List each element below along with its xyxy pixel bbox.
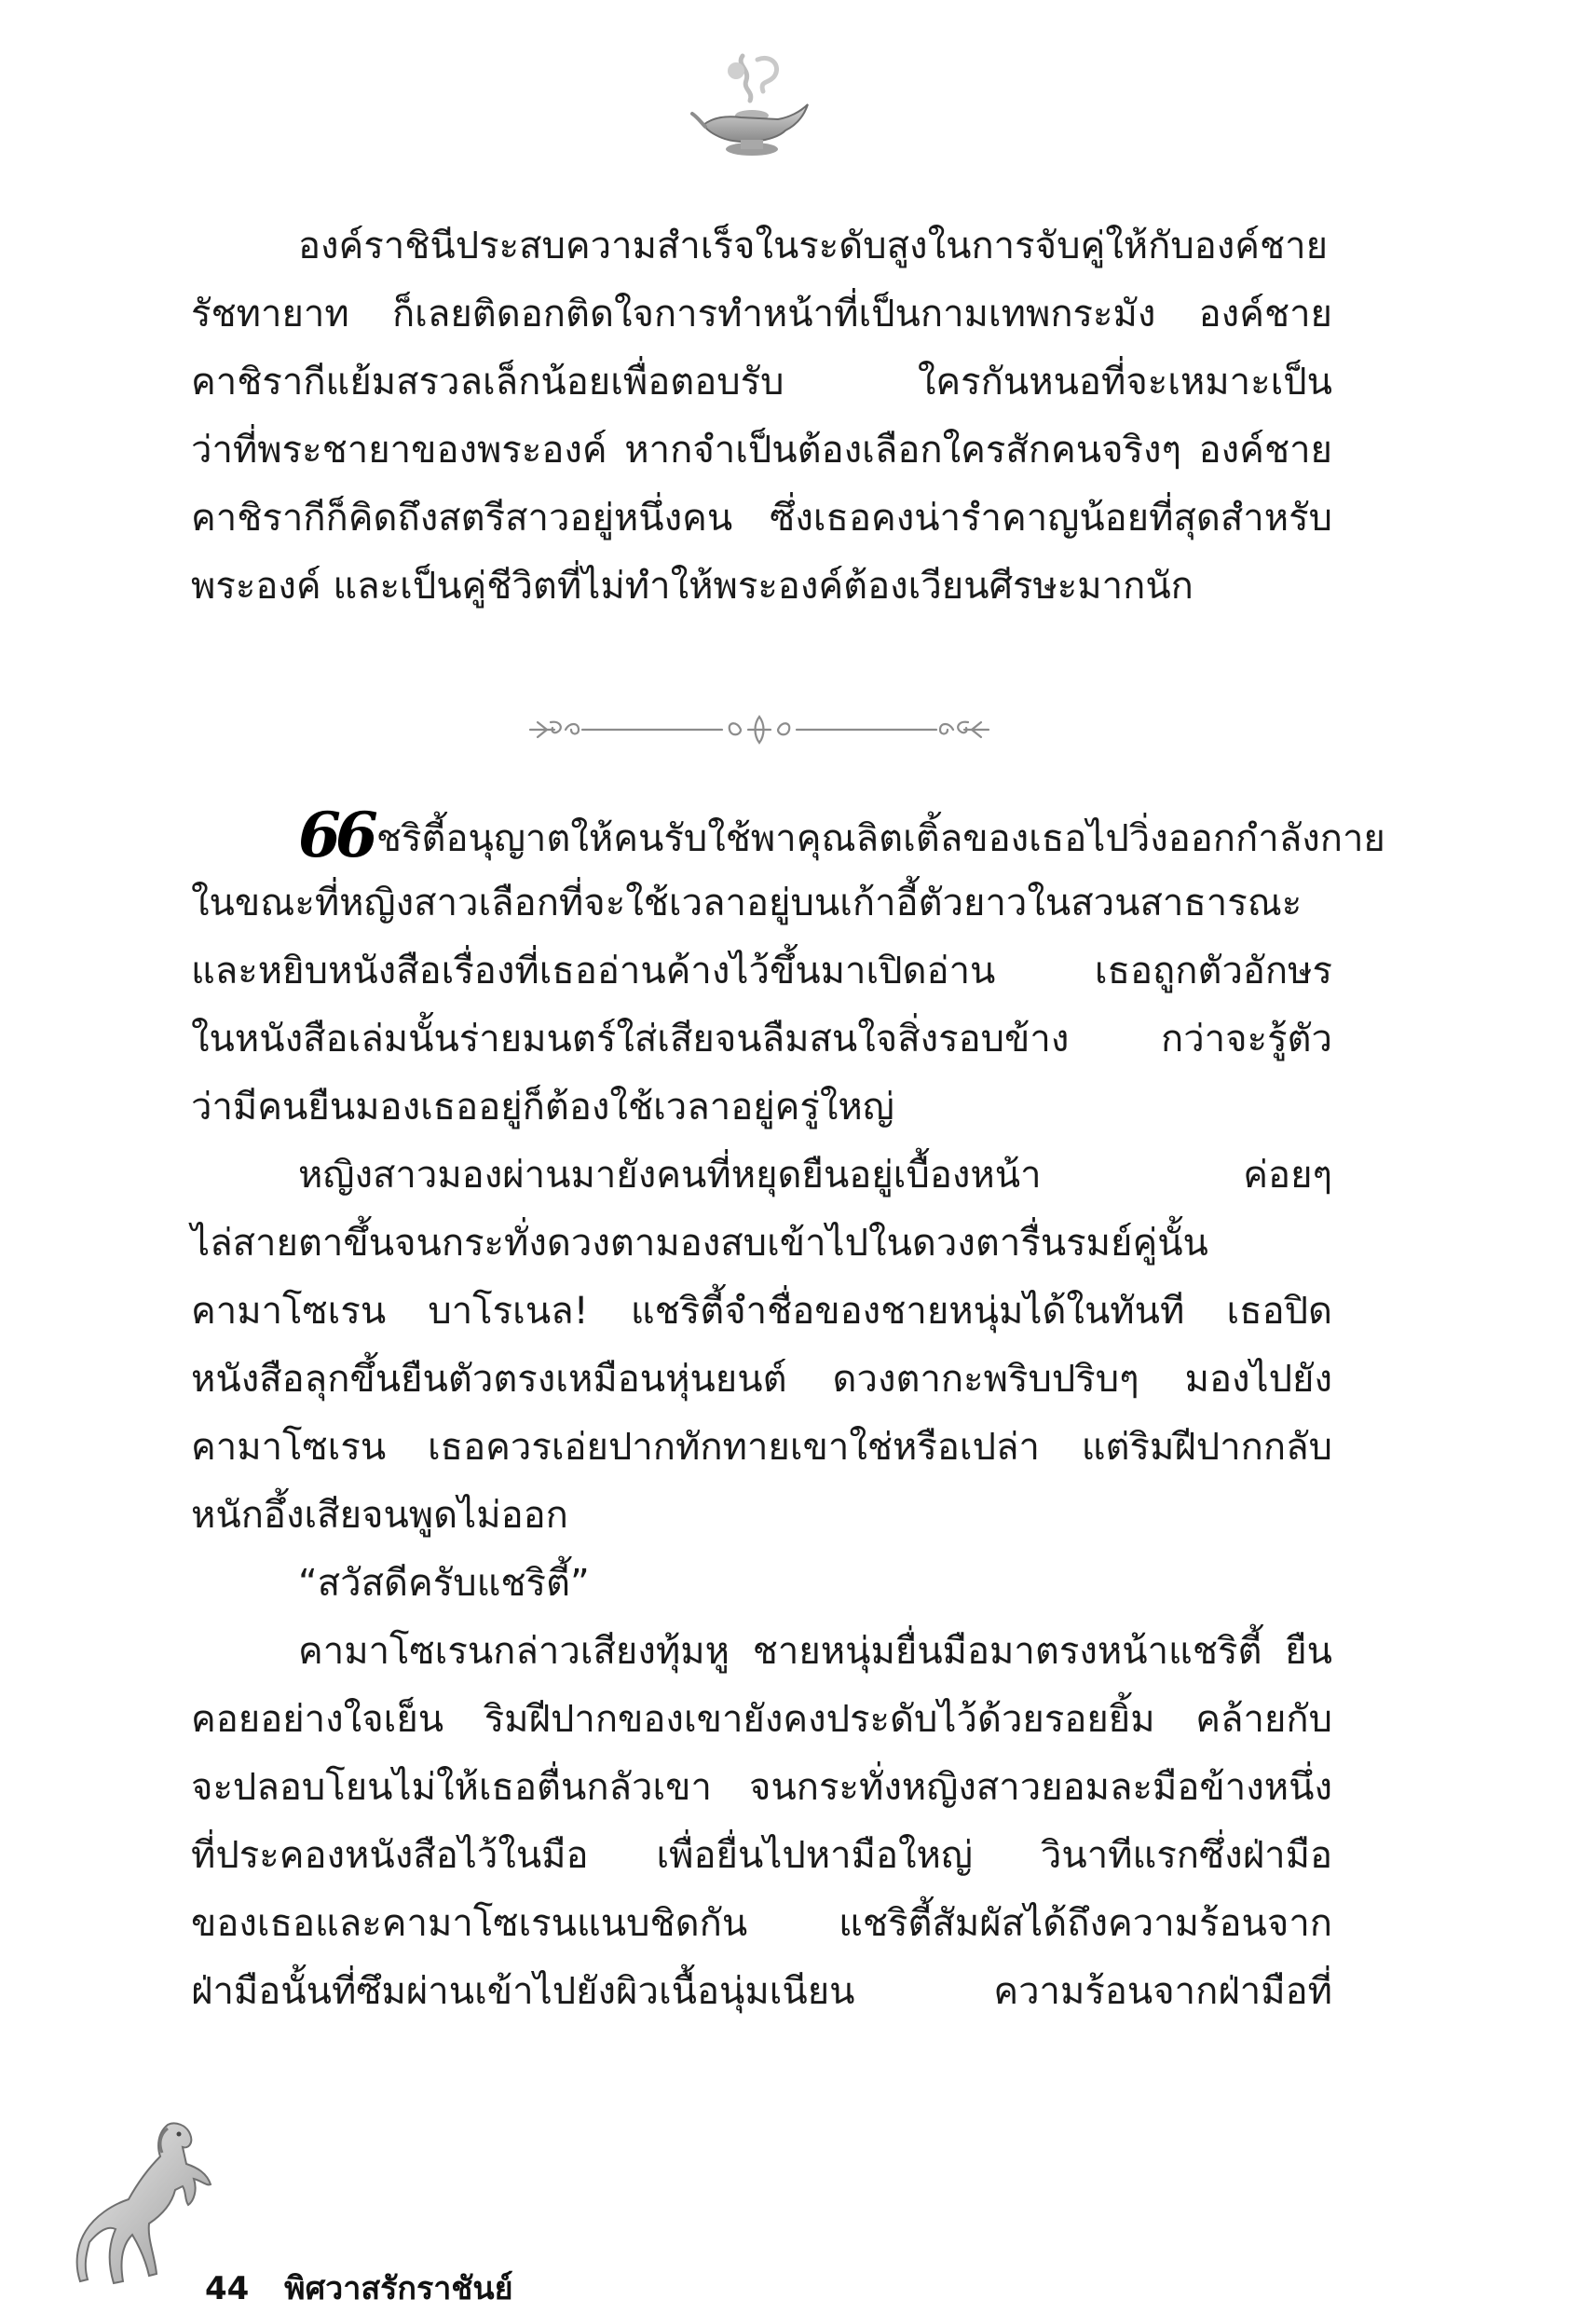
paragraph-block-1 bbox=[191, 212, 1332, 621]
text-line: ชริตี้อนุญาตให้คนรับใช้พาคุณลิตเติ้ลของเธอไปวิ่งออกกำลังกาย bbox=[375, 817, 1385, 860]
text-line: ฝ่ามือนั้นที่ซึมผ่านเข้าไปยังผิวเนื้อนุ่มเนียน ความร้อนจากฝ่ามือที่ bbox=[191, 1970, 1332, 2013]
text-line: และหยิบหนังสือเรื่องที่เธออ่านค้างไว้ขึ้นมาเปิดอ่าน เธอถูกตัวอักษร bbox=[191, 950, 1332, 992]
text-line: พระองค์ และเป็นคู่ชีวิตที่ไม่ทำให้พระองค์ต้องเวียนศีรษะมากนัก bbox=[191, 565, 1194, 608]
text-line: คามาโซเรนกล่าวเสียงทุ้มหู ชายหนุ่มยื่นมือมาตรงหน้าแชริตี้ ยืน bbox=[298, 1630, 1332, 1673]
text-line: ว่าที่พระชายาของพระองค์ หากจำเป็นต้องเลือกใครสักคนจริงๆ องค์ชาย bbox=[191, 429, 1332, 472]
text-line: ของเธอและคามาโซเรนแนบชิดกัน แชริตี้สัมผัสได้ถึงความร้อนจาก bbox=[191, 1902, 1332, 1945]
text-line: หนังสือลุกขึ้นยืนตัวตรงเหมือนหุ่นยนต์ ดวงตากะพริบปริบๆ มองไปยัง bbox=[191, 1358, 1332, 1401]
text-line: ในหนังสือเล่มนั้นร่ายมนตร์ใส่เสียจนลืมสนใจสิ่งรอบข้าง กว่าจะรู้ตัว bbox=[191, 1018, 1332, 1061]
text-line: คามาโซเรน เธอควรเอ่ยปากทักทายเขาใช่หรือเปล่า แต่ริมฝีปากกลับ bbox=[191, 1426, 1332, 1469]
rearing-horse-icon bbox=[71, 2115, 220, 2292]
text-line: คาชิรากีก็คิดถึงสตรีสาวอยู่หนึ่งคน ซึ่งเธอคงน่ารำคาญน้อยที่สุดสำหรับ bbox=[191, 497, 1332, 540]
text-line-with-quote bbox=[191, 799, 1385, 871]
text-line: จะปลอบโยนไม่ให้เธอตื่นกลัวเขา จนกระทั่งหญิงสาวยอมละมือข้างหนึ่ง bbox=[191, 1766, 1332, 1809]
book-title: พิศวาสรักราชันย์ bbox=[284, 2270, 513, 2307]
text-line: ว่ามีคนยืนมองเธออยู่ก็ต้องใช้เวลาอยู่ครู่ใหญ่ bbox=[191, 1086, 894, 1129]
text-line: หนักอึ้งเสียจนพูดไม่ออก bbox=[191, 1494, 568, 1537]
paragraph-block-2 bbox=[191, 799, 1385, 2026]
text-line: ในขณะที่หญิงสาวเลือกที่จะใช้เวลาอยู่บนเก้าอี้ตัวยาวในสวนสาธารณะ bbox=[191, 882, 1303, 924]
dialogue-line: “สวัสดีครับแชริตี้” bbox=[298, 1562, 590, 1605]
page-footer bbox=[205, 2263, 513, 2313]
text-line: คามาโซเรน บาโรเนล! แชริตี้จำชื่อของชายหนุ่มได้ในทันที เธอปิด bbox=[191, 1290, 1332, 1333]
page-number: 44 bbox=[205, 2270, 250, 2307]
text-line: หญิงสาวมองผ่านมายังคนที่หยุดยืนอยู่เบื้องหน้า ค่อยๆ bbox=[298, 1154, 1332, 1197]
opening-quote-mark: 66 bbox=[298, 799, 373, 871]
text-line: ที่ประคองหนังสือไว้ในมือ เพื่อยื่นไปหามือใหญ่ วินาทีแรกซึ่งฝ่ามือ bbox=[191, 1834, 1332, 1877]
magic-lamp-icon bbox=[685, 48, 815, 165]
text-line: คาชิรากีแย้มสรวลเล็กน้อยเพื่อตอบรับ ใครกันหนอที่จะเหมาะเป็น bbox=[191, 361, 1332, 404]
text-line: คอยอย่างใจเย็น ริมฝีปากของเขายังคงประดับไว้ด้วยรอยยิ้ม คล้ายกับ bbox=[191, 1698, 1332, 1741]
text-line: ไล่สายตาขึ้นจนกระทั่งดวงตามองสบเข้าไปในดวงตารื่นรมย์คู่นั้น bbox=[191, 1222, 1208, 1265]
text-line: รัชทายาท ก็เลยติดอกติดใจการทำหน้าที่เป็นกามเทพกระมัง องค์ชาย bbox=[191, 293, 1332, 335]
text-line: องค์ราชินีประสบความสำเร็จในระดับสูงในการจับคู่ให้กับองค์ชาย bbox=[298, 225, 1329, 267]
section-divider-ornament bbox=[517, 711, 1002, 748]
